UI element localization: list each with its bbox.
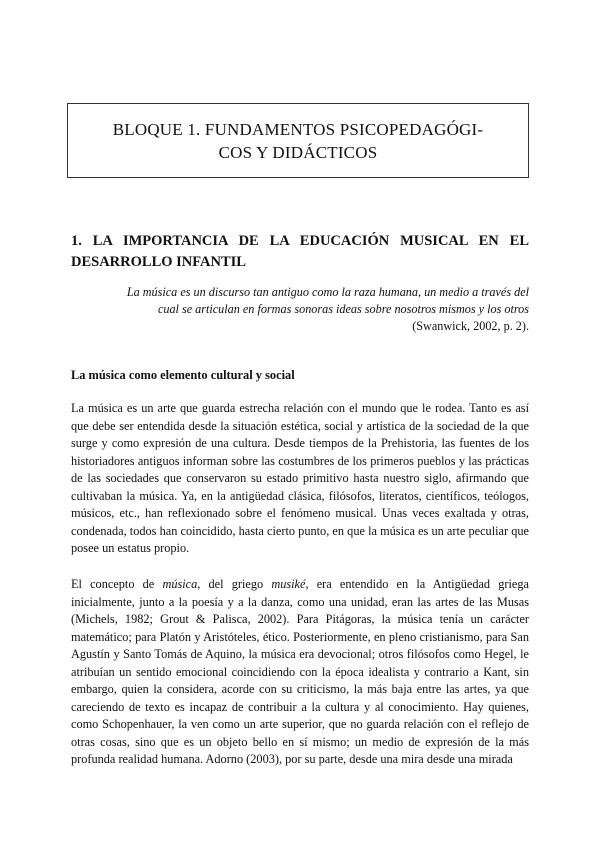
chapter-heading — [71, 231, 529, 273]
chapter-heading-line-2: DESARROLLO INFANTIL — [71, 254, 246, 270]
chapter-heading-line-1: 1. LA IMPORTANCIA DE LA EDUCACIÓN MUSICAL EN EL — [71, 233, 529, 249]
epigraph-citation: (Swanwick, 2002, p. 2). — [412, 319, 529, 333]
section-title: La música como elemento cultural y social — [71, 368, 295, 382]
body-paragraph-2 — [71, 576, 529, 769]
block-title-box — [67, 103, 529, 178]
term-musike: musiké — [271, 577, 306, 591]
epigraph — [71, 284, 529, 335]
paragraph-2-text-a: El concepto de — [71, 577, 163, 591]
block-title-line-2: COS Y DIDÁCTICOS — [218, 142, 378, 162]
paragraph-2-text-b: , del griego — [197, 577, 272, 591]
epigraph-quote-line-1: La música es un discurso tan antiguo como la raza humana, un medio a través del — [126, 285, 529, 299]
epigraph-quote-line-2: cual se articulan en formas sonoras ideas sobre nosotros mismos y los otros — [157, 302, 529, 316]
block-title — [103, 118, 494, 164]
paragraph-2-text-c: , era entendido en la Antigüedad griega inicialmente, junto a la poesía y a la danza, como una unidad, eran las artes de las Musas (Michels, 1982; Grout & Palisca, 2002). Para Pitágoras, la música tenía un carácter matemático; para Platón y Aristóteles, ético. Posteriormente, en pleno cristianismo, para San Agustín y Santo Tomás de Aquino, la música era devocional; otros filósofos como Hegel, le atribuían un sentido emocional coincidiendo con la época idealista y contrario a Kant, sin embargo, quien la considera, acorde con su criticismo, la más baja entre las artes, ya que careciendo de texto es incapaz de contribuir a la cultura y al conocimiento. Hay quienes, como Schopenhauer, la ven como un arte superior, que no guarda relación con el reflejo de otras cosas, sino que es un objeto bello en sí mismo; un medio de expresión de la más profunda realidad humana. Adorno (2003), por su parte, desde una mira desde una mirada — [71, 577, 529, 766]
term-musica: música — [162, 577, 198, 591]
body-paragraph-1: La música es un arte que guarda estrecha relación con el mundo que le rodea. Tanto es así que debe ser entendida desde la situación estética, social y artística de la sociedad de la que surge y como expresión de una cultura. Desde tiempos de la Prehistoria, las fuentes de los historiadores antiguos informan sobre las costumbres de los primeros pueblos y las prácticas de las sociedades que conservaron su estado primitivo hasta nuestro siglo, afirmando que cultivaban la música. Ya, en la antigüedad clásica, filósofos, literatos, científicos, teólogos, músicos, etc., han reflexionado sobre el fenómeno musical. Unas veces exaltada y otras, condenada, todos han coincidido, hasta cierto punto, en que la música es un arte peculiar que posee un estatus propio. — [71, 401, 529, 555]
block-title-line-1: BLOQUE 1. FUNDAMENTOS PSICOPEDAGÓGI- — [112, 119, 484, 139]
